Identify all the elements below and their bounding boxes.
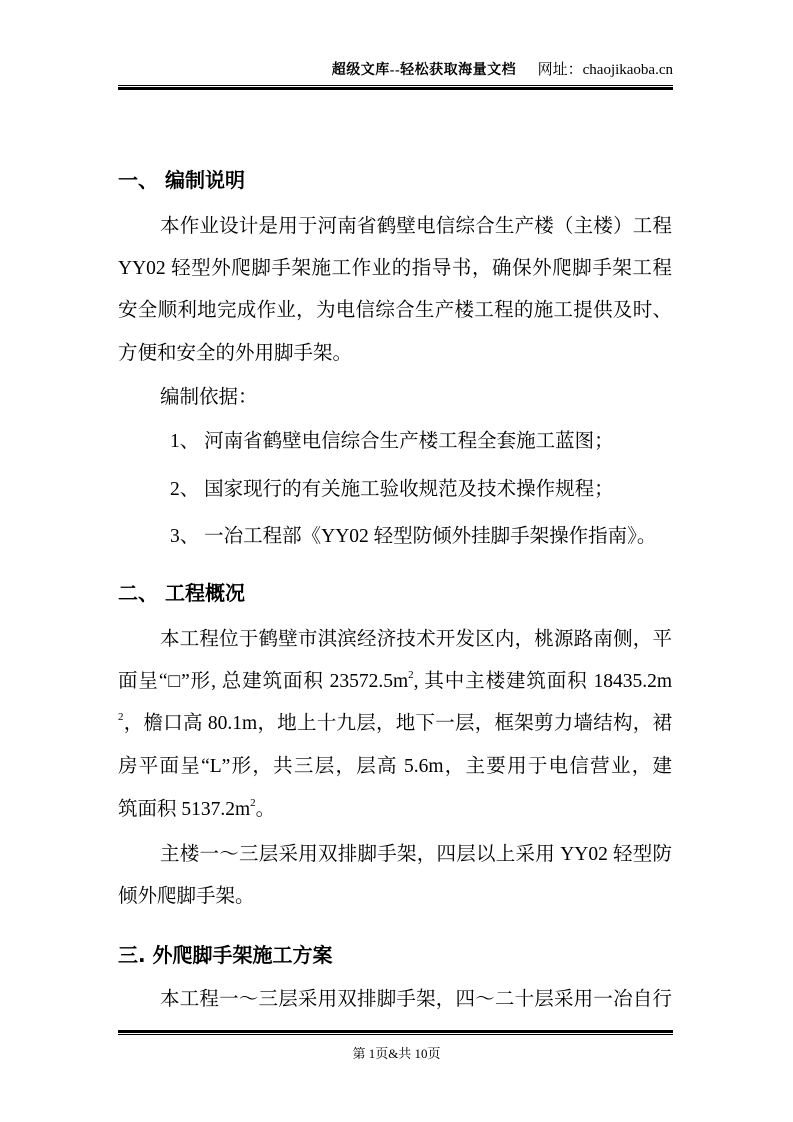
page-number: 第 1页&共 10页 [352, 1046, 441, 1061]
paragraph-line: 方便和安全的外用脚手架。 [118, 343, 353, 364]
section-heading-1: 一、 编制说明 [118, 168, 245, 192]
paragraph-line: 本工程位于鹤壁市淇滨经济技术开发区内，桃源路南侧，平 [160, 629, 672, 650]
paragraph-line: 倾外爬脚手架。 [118, 886, 255, 907]
text: 面呈“□”形, 总建筑面积 23572.5m [118, 671, 409, 692]
superscript: 2 [250, 797, 256, 809]
text: ，檐口高 80.1m，地上十九层，地下一层，框架剪力墙结构，裙 [123, 713, 672, 734]
paragraph-line [118, 712, 672, 736]
text: 筑面积 5137.2m [118, 799, 251, 820]
text: 。 [255, 799, 276, 820]
section-heading-3: 三. 外爬脚手架施工方案 [118, 943, 333, 967]
paragraph-line [118, 798, 275, 822]
paragraph-line: YY02 轻型外爬脚手架施工作业的指导书，确保外爬脚手架工程 [118, 258, 672, 279]
footer-rule [118, 1030, 673, 1035]
superscript: 2 [408, 669, 414, 681]
paragraph-line: 主楼一～三层采用双排脚手架，四层以上采用 YY02 轻型防 [160, 844, 672, 865]
text: , 其中主楼建筑面积 18435.2m [413, 671, 672, 692]
header-site-name: 超级文库--轻松获取海量文档 [331, 63, 517, 78]
basis-item: 1、 河南省鹤壁电信综合生产楼工程全套施工蓝图； [170, 431, 614, 452]
paragraph-line: 本作业设计是用于河南省鹤壁电信综合生产楼（主楼）工程 [160, 216, 672, 237]
basis-item: 2、 国家现行的有关施工验收规范及技术操作规程； [170, 479, 614, 500]
page-header [332, 58, 673, 79]
superscript: 2 [118, 711, 124, 723]
header-rule [118, 85, 673, 90]
section-heading-2: 二、 工程概况 [118, 581, 245, 605]
basis-label: 编制依据： [160, 387, 258, 408]
paragraph-line: 本工程一～三层采用双排脚手架，四～二十层采用一冶自行 [160, 989, 672, 1010]
basis-item: 3、 一冶工程部《YY02 轻型防倾外挂脚手架操作指南》。 [170, 526, 657, 547]
paragraph-line: 房平面呈“L”形，共三层，层高 5.6m，主要用于电信营业，建 [118, 756, 672, 777]
paragraph-line [118, 670, 672, 694]
paragraph-line: 安全顺利地完成作业，为电信综合生产楼工程的施工提供及时、 [118, 300, 672, 321]
header-url: 网址：chaojikaoba.cn [537, 62, 673, 78]
